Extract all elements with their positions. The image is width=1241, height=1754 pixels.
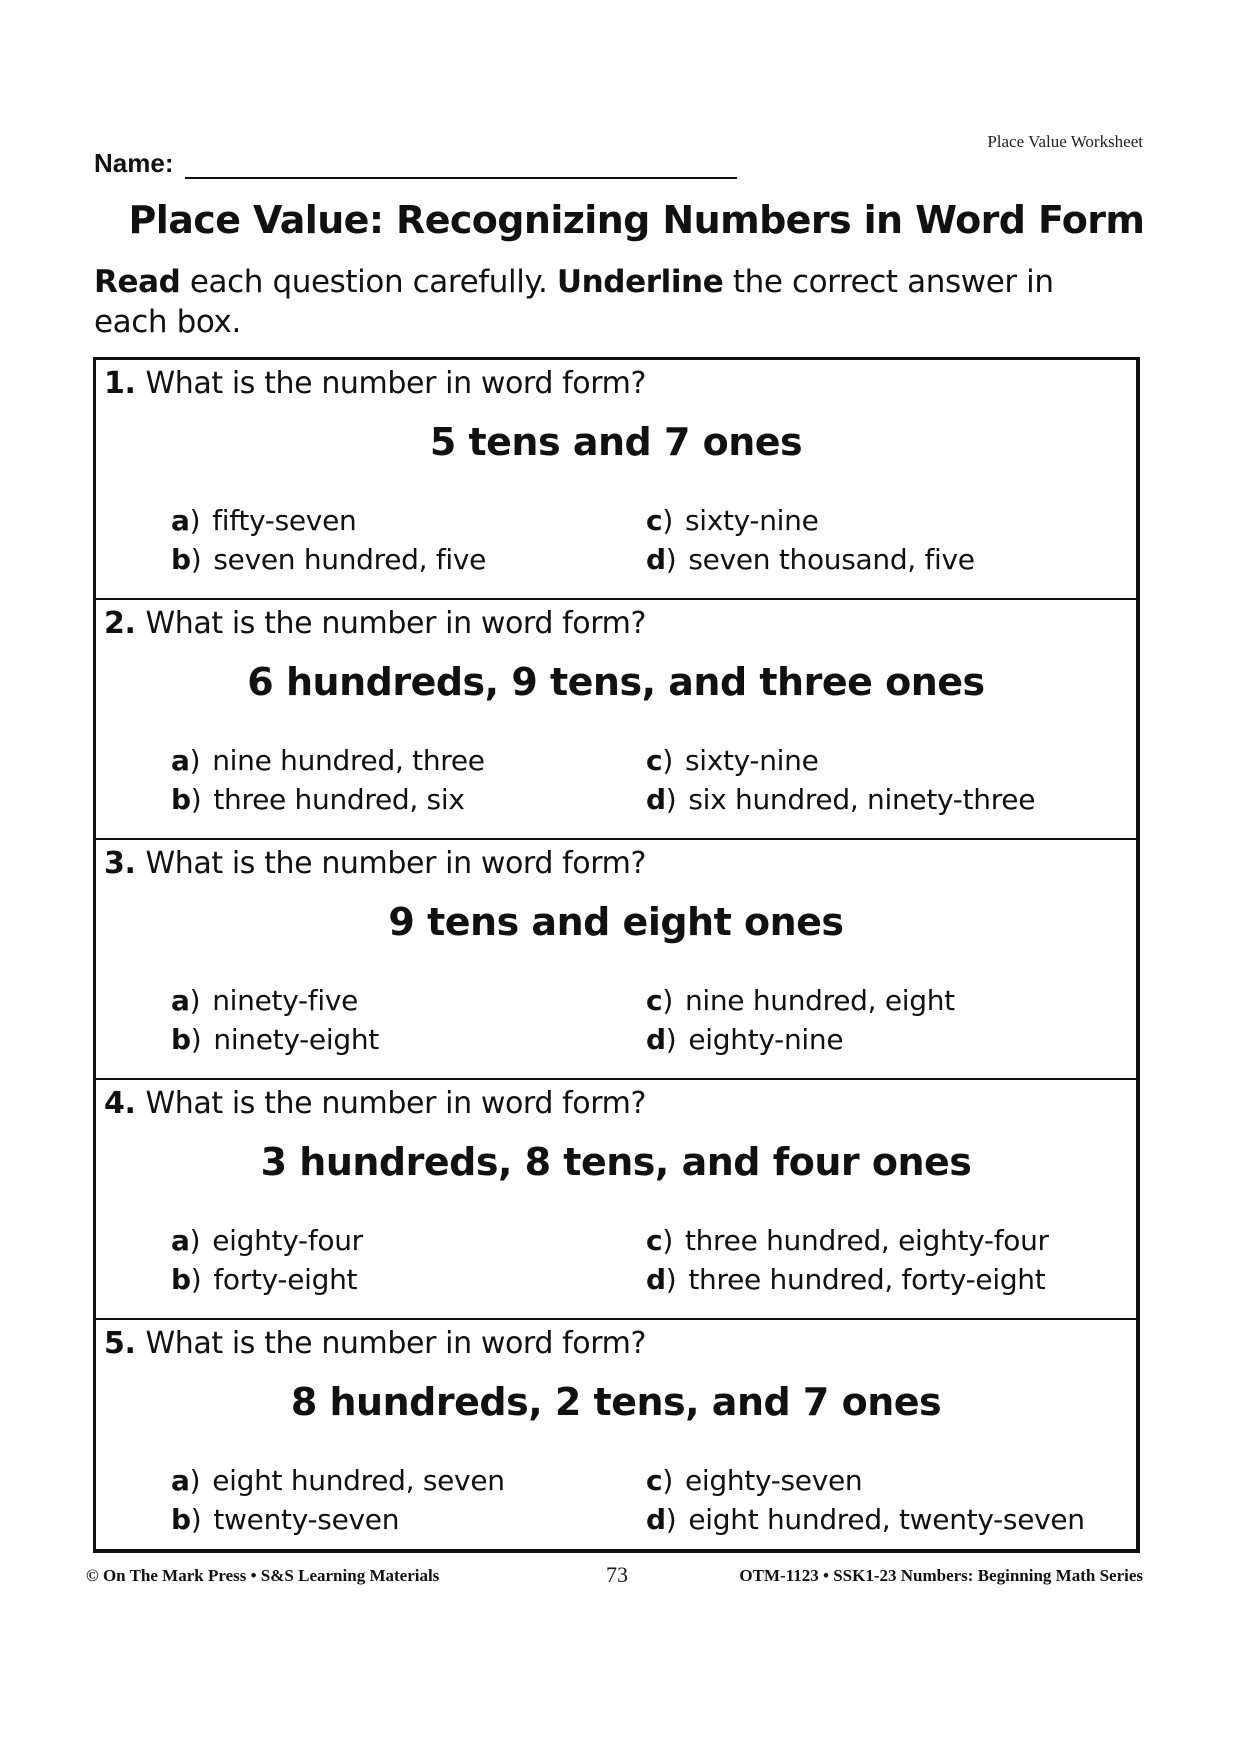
- answer-choice[interactable]: [171, 1023, 646, 1056]
- choice-text: ninety-five: [212, 984, 359, 1017]
- instructions: [94, 262, 1094, 342]
- footer: [86, 1562, 1143, 1590]
- page-title: Place Value: Recognizing Numbers in Word Form: [128, 198, 1145, 242]
- answer-choice[interactable]: [171, 783, 646, 816]
- question-line: [104, 846, 646, 881]
- choice-paren: ): [190, 1503, 202, 1536]
- choice-letter: d: [646, 1503, 666, 1536]
- question-section: [96, 1080, 1136, 1320]
- instructions-text-2: the correct answer in each box.: [94, 264, 1054, 340]
- choice-paren: ): [665, 543, 677, 576]
- choice-letter: a: [171, 744, 190, 777]
- choice-paren: ): [662, 504, 673, 537]
- choice-paren: ): [662, 1224, 673, 1257]
- answer-choice[interactable]: [646, 504, 1131, 537]
- choice-text: nine hundred, eight: [684, 984, 955, 1017]
- answer-choice[interactable]: [171, 1464, 646, 1497]
- choice-letter: c: [646, 744, 663, 777]
- choice-letter: d: [646, 783, 666, 816]
- question-number: 1.: [104, 366, 136, 401]
- choice-paren: ): [190, 783, 202, 816]
- choice-paren: ): [662, 1464, 673, 1497]
- answer-choices: [171, 984, 1131, 1056]
- answer-choice[interactable]: [646, 1263, 1131, 1296]
- choice-letter: b: [171, 783, 191, 816]
- question-number: 5.: [104, 1326, 136, 1361]
- choice-paren: ): [189, 744, 201, 777]
- choice-letter: a: [171, 1464, 190, 1497]
- choice-letter: c: [646, 504, 663, 537]
- choice-letter: a: [171, 984, 190, 1017]
- footer-publisher: © On The Mark Press • S&S Learning Materials: [86, 1566, 440, 1585]
- answer-choice[interactable]: [171, 984, 646, 1017]
- choice-text: eighty-four: [212, 1224, 363, 1257]
- choice-paren: ): [190, 1023, 202, 1056]
- name-label: Name:: [94, 148, 174, 178]
- choice-text: eighty-seven: [684, 1464, 863, 1497]
- answer-choice[interactable]: [646, 1503, 1131, 1536]
- question-prompt: 9 tens and eight ones: [388, 900, 844, 944]
- choice-letter: c: [646, 1464, 663, 1497]
- name-input-line[interactable]: [185, 151, 737, 179]
- choice-paren: ): [665, 1263, 677, 1296]
- answer-choice[interactable]: [646, 1023, 1131, 1056]
- question-number: 3.: [104, 846, 136, 881]
- choice-text: fifty-seven: [212, 504, 357, 537]
- answer-choices: [171, 1464, 1131, 1536]
- question-text: What is the number in word form?: [145, 1326, 646, 1361]
- choice-paren: ): [665, 1023, 677, 1056]
- answer-choice[interactable]: [646, 543, 1131, 576]
- answer-choice[interactable]: [171, 504, 646, 537]
- question-text: What is the number in word form?: [145, 366, 646, 401]
- choice-text: three hundred, eighty-four: [684, 1224, 1049, 1257]
- answer-choices: [171, 744, 1131, 816]
- answer-choice[interactable]: [646, 783, 1131, 816]
- questions-box: [93, 357, 1140, 1553]
- answer-choice[interactable]: [171, 543, 646, 576]
- page-number: 73: [606, 1562, 628, 1587]
- choice-text: six hundred, ninety-three: [688, 783, 1036, 816]
- instructions-bold-underline: Underline: [556, 264, 724, 300]
- choice-letter: c: [646, 984, 663, 1017]
- instructions-bold-read: Read: [94, 264, 181, 300]
- choice-text: ninety-eight: [213, 1023, 379, 1056]
- choice-text: three hundred, six: [213, 783, 465, 816]
- question-section: [96, 360, 1136, 600]
- question-text: What is the number in word form?: [145, 846, 646, 881]
- choice-text: seven thousand, five: [688, 543, 975, 576]
- answer-choice[interactable]: [171, 1224, 646, 1257]
- answer-choices: [171, 504, 1131, 576]
- instructions-text-1: each question carefully.: [180, 264, 557, 300]
- answer-choices: [171, 1224, 1131, 1296]
- choice-letter: a: [171, 504, 190, 537]
- answer-choice[interactable]: [646, 1224, 1131, 1257]
- worksheet-label: Place Value Worksheet: [987, 132, 1143, 151]
- question-number: 2.: [104, 606, 136, 641]
- choice-text: twenty-seven: [213, 1503, 400, 1536]
- choice-text: sixty-nine: [684, 504, 819, 537]
- choice-paren: ): [190, 1263, 202, 1296]
- question-line: [104, 1326, 646, 1361]
- choice-paren: ): [189, 984, 201, 1017]
- choice-letter: d: [646, 1263, 666, 1296]
- answer-choice[interactable]: [646, 744, 1131, 777]
- choice-letter: b: [171, 1503, 191, 1536]
- choice-text: forty-eight: [213, 1263, 358, 1296]
- question-line: [104, 606, 646, 641]
- question-prompt: 3 hundreds, 8 tens, and four ones: [260, 1140, 972, 1184]
- choice-paren: ): [662, 984, 673, 1017]
- choice-text: eight hundred, seven: [212, 1464, 505, 1497]
- choice-letter: c: [646, 1224, 663, 1257]
- choice-paren: ): [189, 504, 201, 537]
- answer-choice[interactable]: [171, 744, 646, 777]
- answer-choice[interactable]: [171, 1503, 646, 1536]
- choice-letter: d: [646, 1023, 666, 1056]
- question-prompt: 5 tens and 7 ones: [429, 420, 803, 464]
- choice-text: eighty-nine: [688, 1023, 844, 1056]
- choice-paren: ): [665, 1503, 677, 1536]
- choice-text: seven hundred, five: [213, 543, 487, 576]
- question-text: What is the number in word form?: [145, 1086, 646, 1121]
- choice-letter: b: [171, 543, 191, 576]
- question-prompt: 8 hundreds, 2 tens, and 7 ones: [290, 1380, 942, 1424]
- answer-choice[interactable]: [646, 984, 1131, 1017]
- choice-paren: ): [189, 1224, 201, 1257]
- question-number: 4.: [104, 1086, 136, 1121]
- question-section: [96, 840, 1136, 1080]
- choice-text: three hundred, forty-eight: [688, 1263, 1046, 1296]
- footer-series: OTM-1123 • SSK1-23 Numbers: Beginning Math Series: [739, 1566, 1143, 1585]
- choice-letter: a: [171, 1224, 190, 1257]
- answer-choice[interactable]: [646, 1464, 1131, 1497]
- question-prompt: 6 hundreds, 9 tens, and three ones: [247, 660, 985, 704]
- choice-letter: d: [646, 543, 666, 576]
- choice-text: nine hundred, three: [212, 744, 485, 777]
- choice-paren: ): [665, 783, 677, 816]
- choice-letter: b: [171, 1263, 191, 1296]
- choice-text: sixty-nine: [684, 744, 819, 777]
- name-row: [94, 148, 737, 179]
- choice-paren: ): [189, 1464, 201, 1497]
- question-text: What is the number in word form?: [145, 606, 646, 641]
- choice-text: eight hundred, twenty-seven: [688, 1503, 1085, 1536]
- question-line: [104, 366, 646, 401]
- answer-choice[interactable]: [171, 1263, 646, 1296]
- question-line: [104, 1086, 646, 1121]
- question-section: [96, 1320, 1136, 1560]
- question-section: [96, 600, 1136, 840]
- choice-paren: ): [662, 744, 673, 777]
- choice-letter: b: [171, 1023, 191, 1056]
- choice-paren: ): [190, 543, 202, 576]
